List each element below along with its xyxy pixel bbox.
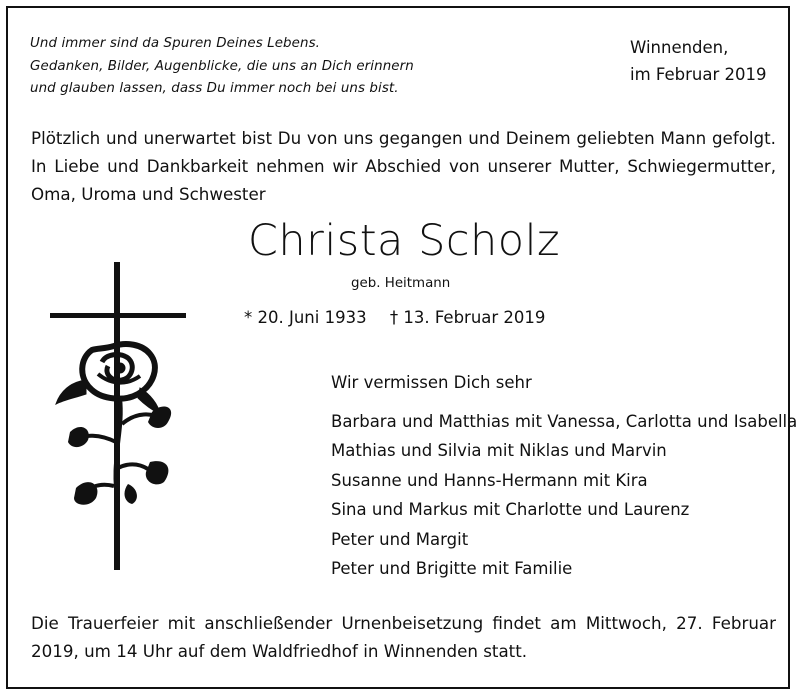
- mourners-list: [331, 407, 797, 583]
- mourners-heading: Wir vermissen Dich sehr: [331, 373, 532, 392]
- list-item: Susanne und Hanns-Hermann mit Kira: [331, 470, 648, 490]
- place-and-date: [630, 34, 767, 88]
- quote-line: und glauben lassen, dass Du immer noch bei uns bist.: [30, 81, 399, 96]
- quote-line: Gedanken, Bilder, Augenblicke, die uns an Dich erinnern: [30, 58, 414, 74]
- deceased-name: Christa Scholz: [247, 216, 561, 266]
- memorial-quote: [30, 33, 414, 101]
- cross-with-rose-icon: [40, 262, 200, 576]
- quote-line: Und immer sind da Spuren Deines Lebens.: [30, 36, 321, 51]
- list-item: Mathias und Silvia mit Niklas und Marvin: [331, 441, 667, 461]
- cross-horizontal-bar: [50, 313, 186, 318]
- maiden-name: geb. Heitmann: [351, 276, 451, 291]
- birth-date: * 20. Juni 1933: [244, 308, 367, 327]
- funeral-info: Die Trauerfeier mit anschließender Urnenbeisetzung findet am Mittwoch, 27. Februar 2019, um 14 Uhr auf dem Waldfriedhof in Winnenden statt.: [31, 613, 776, 661]
- death-date: † 13. Februar 2019: [389, 308, 546, 327]
- intro-text: Plötzlich und unerwartet bist Du von uns gegangen und Deinem geliebten Mann gefolgt. In Liebe und Dankbarkeit nehmen wir Abschied von unserer Mutter, Schwiegermutter, Oma, Uroma und Schwester: [31, 128, 776, 204]
- date: im Februar 2019: [630, 65, 767, 84]
- life-dates: [244, 306, 563, 330]
- list-item: Barbara und Matthias mit Vanessa, Carlotta und Isabella: [331, 412, 798, 431]
- cross-rose-graphic: [40, 262, 200, 572]
- list-item: Peter und Brigitte mit Familie: [331, 559, 573, 579]
- rose-flower: [56, 344, 160, 414]
- list-item: Peter und Margit: [331, 529, 469, 549]
- list-item: Sina und Markus mit Charlotte und Laurenz: [331, 500, 690, 520]
- place: Winnenden,: [630, 38, 729, 57]
